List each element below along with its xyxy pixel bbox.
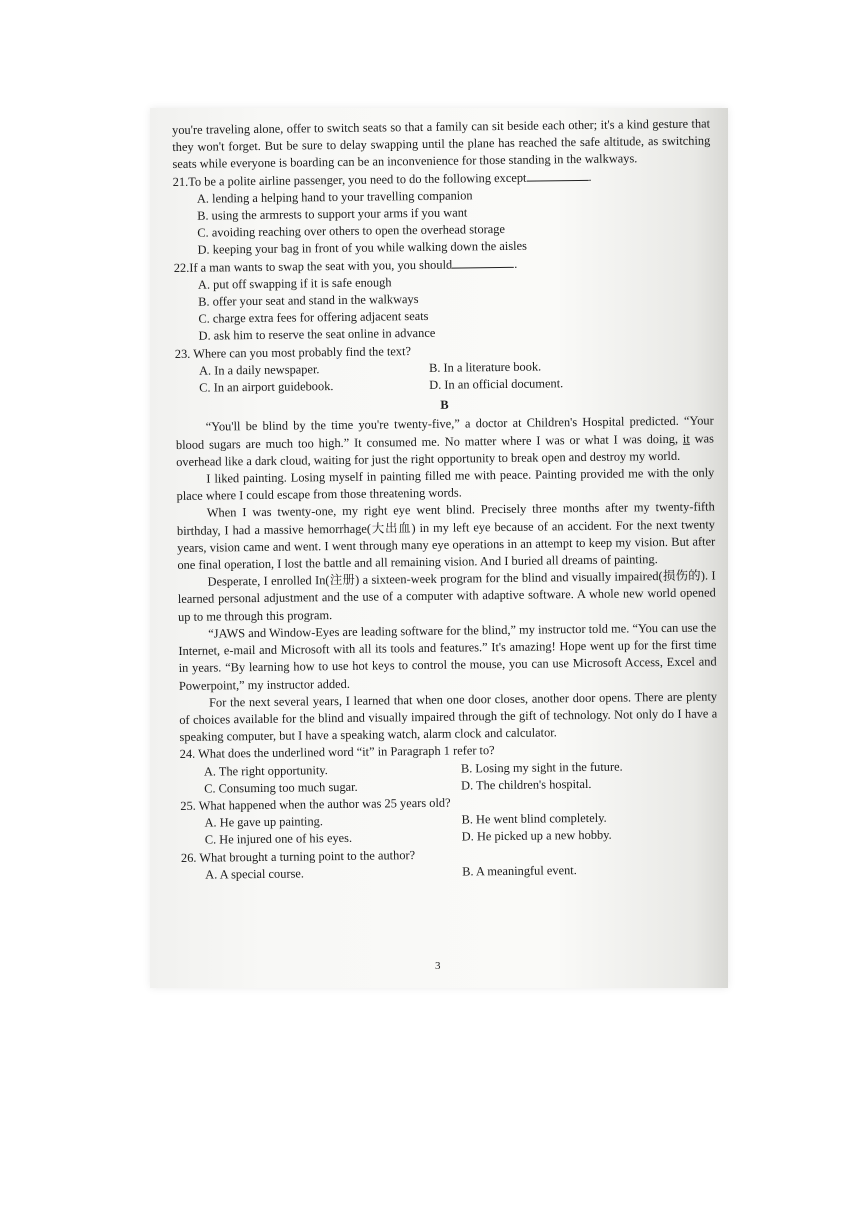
option-b: B. offer your seat and stand in the walkways [198,292,419,309]
option-c: C. Consuming too much sugar. [204,779,358,796]
page-content [172,115,719,883]
option-c: C. In an airport guidebook. [199,379,334,395]
passage-a-tail: you're traveling alone, offer to switch seats so that a family can sit beside each other; it's a kind gesture that they won't forget. But be sure to delay swapping until the plane has reached the safe altitude, as switching seats while everyone is boarding can be an inconvenience for those standing in the walkways. [172,116,711,172]
passage-b-paragraph-2: I liked painting. Losing myself in painting filled me with peace. Painting provided me with the only place where I could escape from those threatening words. [176,465,715,504]
option-b: B. Losing my sight in the future. [460,759,623,776]
question-22: 22.If a man wants to swap the seat with you, you should . A. put off swapping if it is safe enough B. offer your seat and stand in the walkways C. charge extra fees for offering adjacent seats D. ask him to reserve the seat online in advance [174,253,713,346]
option-b: B. In a literature book. [428,359,542,375]
option-b: B. using the armrests to support your arms if you want [197,205,468,223]
question-23 [175,339,714,397]
option-c: C. charge extra fees for offering adjacent seats [198,309,429,326]
answer-blank [452,255,514,268]
underlined-word: it [682,431,690,446]
option-d: D. keeping your bag in front of you while walking down the aisles [197,239,527,258]
option-a: A. The right opportunity. [203,762,328,779]
question-stem: 23. Where can you most probably find the text? [174,343,412,361]
option-c: C. He injured one of his eyes. [204,831,353,847]
passage-b-paragraph-1: “You'll be blind by the time you're twenty-five,” a doctor at Children's Hospital predicted. “Your blood sugars are much too high.” It consumed me. No matter where I was or what I was doing, it was overhead like a dark cloud, waiting for just the right opportunity to break open and destroy my world. [175,413,714,469]
question-stem: 22.If a man wants to swap the seat with you, you should [173,257,453,275]
section-heading: B [440,397,449,412]
question-24 [180,740,719,798]
option-a: A. In a daily newspaper. [198,362,320,378]
option-b: B. A meaningful event. [462,862,577,879]
option-d: D. He picked up a new hobby. [461,828,612,844]
passage-b-paragraph-4: Desperate, I enrolled In(注册) a sixteen-week program for the blind and visually impaired(损伤的). I learned personal adjustment and the use of a computer with adaptive software. A whole new world opened up to me through this program. [177,568,716,624]
question-stem: 25. What happened when the author was 25 years old? [180,795,451,813]
option-c: C. avoiding reaching over others to open the overhead storage [197,222,506,240]
option-d: D. In an official document. [429,376,564,392]
option-d: D. ask him to reserve the seat online in advance [198,326,436,344]
passage-b-paragraph-6: For the next several years, I learned that when one door closes, another door opens. There are plenty of choices available for the blind and visually impaired through the gift of technology. Not only do I have a speaking computer, but I have a speaking watch, alarm clock and calculator. [179,689,718,745]
passage-b-paragraph-5: “JAWS and Window-Eyes are leading software for the blind,” my instructor told me. “You can use the Internet, e-mail and Microsoft with all its tools and features.” It's amazing! Hope went up for the first time in years. “By learning how to use hot keys to control the mouse, you can use Microsoft Access, Excel and Powerpoint,” my instructor added. [178,620,717,693]
answer-blank [526,169,588,182]
option-d: D. The children's hospital. [461,776,592,793]
option-a: A. He gave up painting. [204,814,324,830]
question-26 [181,843,719,884]
option-a: A. put off swapping if it is safe enough [197,275,392,292]
question-stem: 24. What does the underlined word “it” in Paragraph 1 refer to? [179,743,495,762]
option-a: A. lending a helping hand to your travelling companion [196,188,473,206]
option-a: A. A special course. [205,866,305,882]
question-25 [180,791,719,849]
option-b: B. He went blind completely. [461,810,607,827]
question-stem: 21.To be a polite airline passenger, you need to do the following except [172,170,527,189]
question-21: 21.To be a polite airline passenger, you need to do the following except . A. lending a helping hand to your travelling companion B. using the armrests to support your arms if you want C. avoiding reaching over others to open the overhead storage D. keeping your bag in front of you while walking down the aisles [173,167,712,260]
page-number: 3 [435,960,441,972]
question-stem: 26. What brought a turning point to the author? [180,847,416,865]
passage-b-paragraph-3: When I was twenty-one, my right eye went blind. Precisely three months after my twenty-fifth birthday, I had a massive hemorrhage(大出血) in my left eye because of an accident. For the next twenty years, vision came and went. I went through many eye operations in an attempt to keep my vision. But after one final operation, I lost the battle and all remaining vision. And I buried all dreams of painting. [176,499,716,573]
